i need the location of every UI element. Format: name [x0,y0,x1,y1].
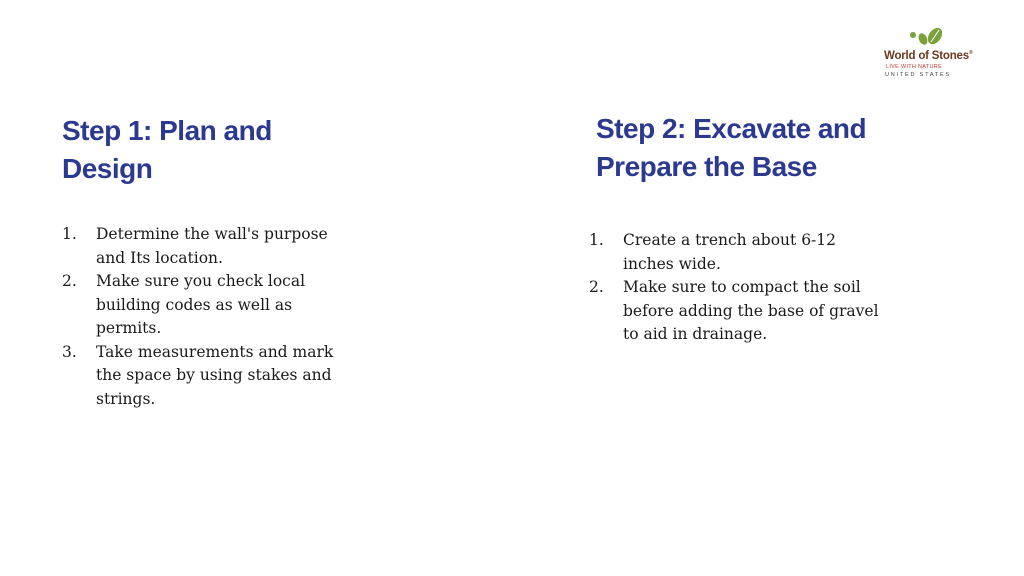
logo-country: UNITED STATES [885,72,951,78]
step2-heading: Step 2: Excavate and Prepare the Base [596,113,867,182]
list-item-text: Determine the wall's purpose and Its location. [96,225,328,267]
logo-brand: World of Stones® [884,50,973,62]
step2-list [589,229,889,347]
world-of-stones-logo [880,26,972,80]
step1-list [62,223,352,411]
list-item [62,223,352,270]
list-item-text: Create a trench about 6-12 inches wide. [623,231,837,273]
list-item-number: 2. [589,278,604,296]
list-item-number: 1. [62,225,77,243]
list-item-number: 2. [62,272,77,290]
leaf-icon [908,26,944,48]
logo-tagline: LIVE WITH NATURE [886,64,943,70]
list-item [589,229,889,276]
step1-heading: Step 1: Plan and Design [62,115,272,184]
list-item-number: 1. [589,231,604,249]
list-item-text: Make sure to compact the soil before adding the base of gravel to aid in drainage. [623,278,879,343]
list-item-number: 3. [62,342,77,361]
list-item [62,270,352,341]
list-item [62,341,352,412]
list-item-text: Make sure you check local building codes as well as permits. [96,272,306,337]
list-item-text: Take measurements and mark the space by using stakes and strings. [96,342,334,408]
list-item [589,276,889,347]
